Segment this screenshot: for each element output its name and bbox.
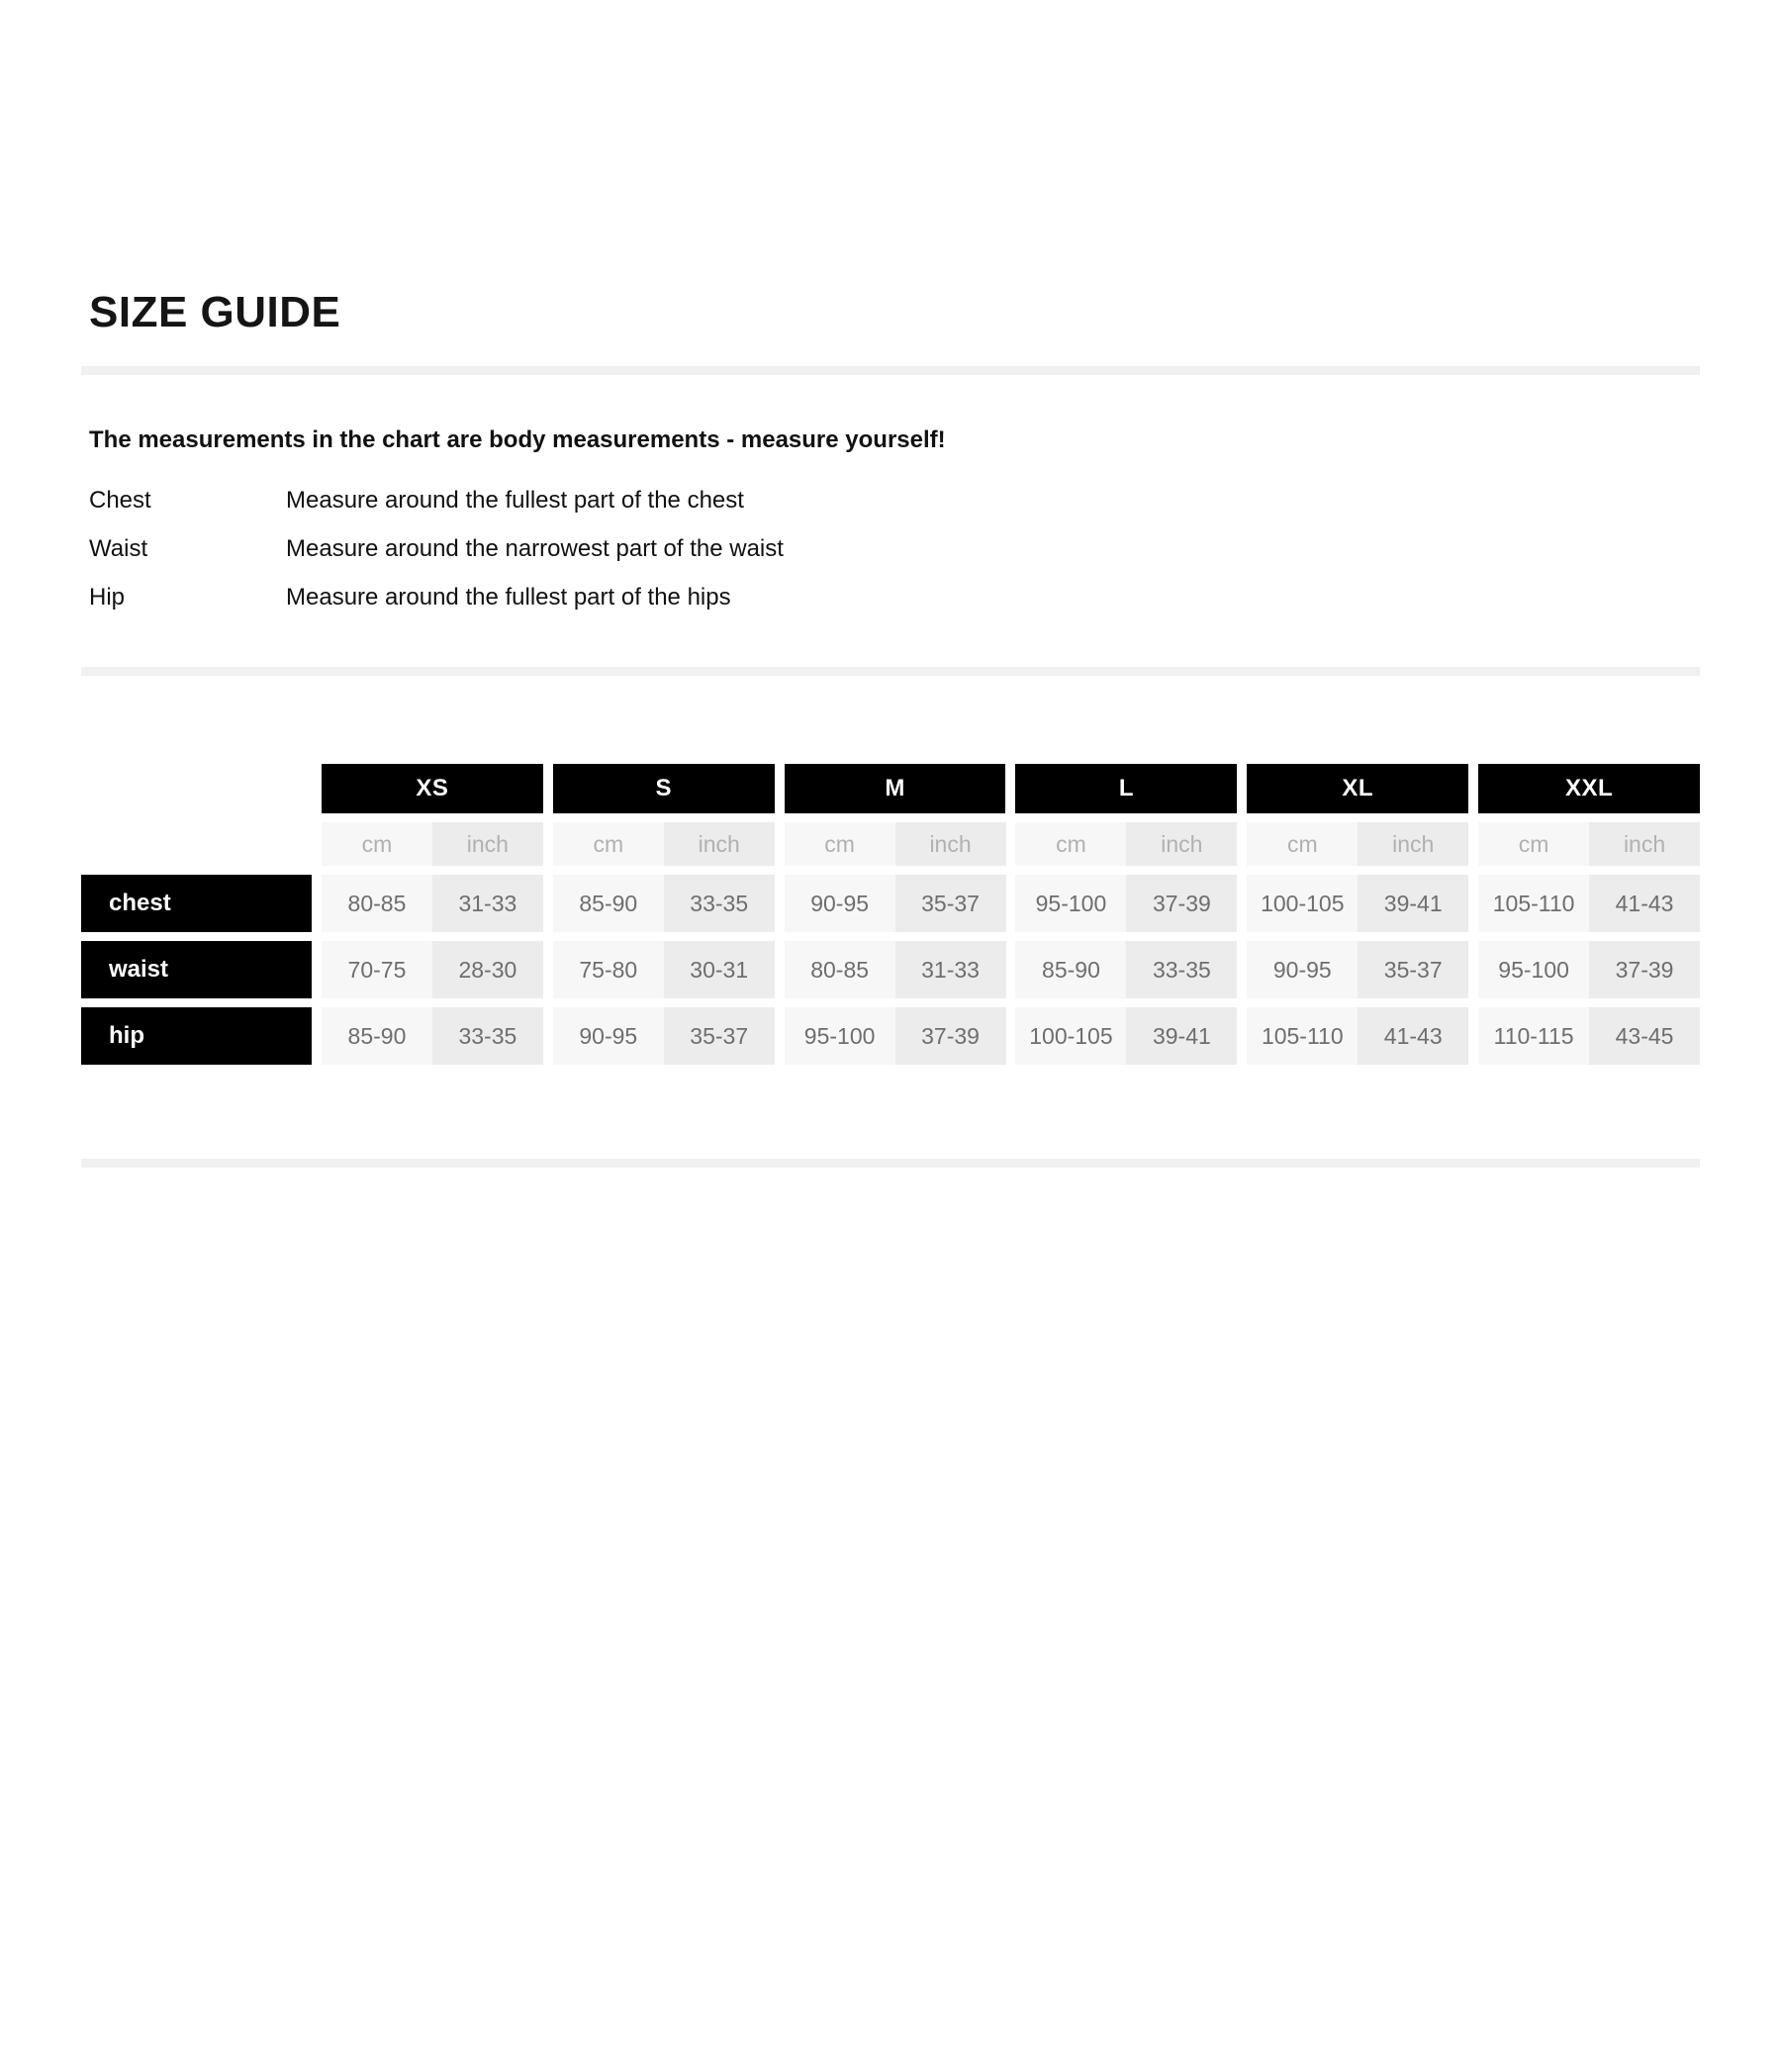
divider-bottom (81, 1159, 1700, 1168)
table-cell-hip-m (785, 1007, 1006, 1065)
definition-description: Measure around the fullest part of the hips (286, 584, 731, 611)
value-cm: 90-95 (553, 1007, 664, 1065)
value-cm: 70-75 (322, 941, 432, 998)
value-inch: 43-45 (1589, 1007, 1700, 1065)
size-header-s: S (553, 764, 775, 813)
definition-term: Waist (89, 535, 148, 562)
unit-pair-xs (322, 822, 543, 866)
value-cm: 75-80 (553, 941, 664, 998)
unit-label-inch: inch (895, 822, 1006, 866)
unit-label-cm: cm (785, 822, 895, 866)
value-inch: 37-39 (1589, 941, 1700, 998)
definition-row-chest (89, 488, 1700, 513)
table-cell-waist-xs (322, 941, 543, 998)
table-corner-spacer (81, 764, 312, 813)
unit-label-cm: cm (322, 822, 432, 866)
unit-label-inch: inch (1126, 822, 1237, 866)
value-cm: 90-95 (1247, 941, 1358, 998)
row-label-hip: hip (81, 1007, 312, 1065)
definition-term: Chest (89, 487, 151, 514)
divider-middle (81, 667, 1700, 676)
value-cm: 105-110 (1478, 875, 1589, 932)
size-header-l: L (1015, 764, 1237, 813)
size-header-xxl: XXL (1478, 764, 1700, 813)
unit-label-inch: inch (1589, 822, 1700, 866)
table-cell-waist-s (553, 941, 775, 998)
table-cell-waist-xxl (1478, 941, 1700, 998)
size-header-xl: XL (1247, 764, 1468, 813)
table-cell-hip-s (553, 1007, 775, 1065)
row-label-chest: chest (81, 875, 312, 932)
unit-label-cm: cm (1478, 822, 1589, 866)
unit-pair-m (785, 822, 1006, 866)
table-cell-hip-xxl (1478, 1007, 1700, 1065)
unit-row-spacer (81, 822, 312, 866)
definition-description: Measure around the fullest part of the chest (286, 487, 744, 514)
value-inch: 41-43 (1589, 875, 1700, 932)
unit-pair-xxl (1478, 822, 1700, 866)
size-guide-page (81, 288, 1700, 1168)
unit-label-inch: inch (1358, 822, 1468, 866)
table-cell-waist-l (1015, 941, 1237, 998)
value-cm: 95-100 (785, 1007, 895, 1065)
size-table (81, 764, 1700, 1065)
value-cm: 105-110 (1247, 1007, 1358, 1065)
value-cm: 80-85 (322, 875, 432, 932)
value-inch: 30-31 (664, 941, 775, 998)
value-inch: 35-37 (1358, 941, 1468, 998)
value-inch: 37-39 (1126, 875, 1237, 932)
value-cm: 80-85 (785, 941, 895, 998)
table-cell-chest-l (1015, 875, 1237, 932)
value-inch: 35-37 (664, 1007, 775, 1065)
value-inch: 33-35 (432, 1007, 543, 1065)
measurement-definitions (89, 488, 1700, 610)
definition-row-hip (89, 585, 1700, 610)
unit-label-cm: cm (1247, 822, 1358, 866)
value-cm: 95-100 (1015, 875, 1126, 932)
table-cell-chest-s (553, 875, 775, 932)
value-cm: 110-115 (1478, 1007, 1589, 1065)
unit-label-inch: inch (432, 822, 543, 866)
value-cm: 100-105 (1015, 1007, 1126, 1065)
value-cm: 95-100 (1478, 941, 1589, 998)
definition-description: Measure around the narrowest part of the waist (286, 535, 784, 562)
unit-pair-s (553, 822, 775, 866)
unit-label-cm: cm (553, 822, 664, 866)
table-cell-chest-m (785, 875, 1006, 932)
table-cell-hip-l (1015, 1007, 1237, 1065)
value-inch: 31-33 (895, 941, 1006, 998)
divider-top (81, 366, 1700, 375)
value-inch: 31-33 (432, 875, 543, 932)
value-inch: 41-43 (1358, 1007, 1468, 1065)
table-cell-hip-xs (322, 1007, 543, 1065)
value-inch: 39-41 (1358, 875, 1468, 932)
value-inch: 39-41 (1126, 1007, 1237, 1065)
row-label-waist: waist (81, 941, 312, 998)
table-cell-waist-m (785, 941, 1006, 998)
definition-row-waist (89, 536, 1700, 561)
value-inch: 33-35 (1126, 941, 1237, 998)
table-cell-chest-xs (322, 875, 543, 932)
page-title: SIZE GUIDE (89, 288, 341, 336)
value-inch: 28-30 (432, 941, 543, 998)
intro-heading: The measurements in the chart are body measurements - measure yourself! (89, 426, 946, 453)
size-header-xs: XS (322, 764, 543, 813)
value-inch: 35-37 (895, 875, 1006, 932)
value-cm: 85-90 (553, 875, 664, 932)
value-cm: 85-90 (1015, 941, 1126, 998)
table-cell-hip-xl (1247, 1007, 1468, 1065)
table-cell-chest-xxl (1478, 875, 1700, 932)
unit-label-inch: inch (664, 822, 775, 866)
unit-label-cm: cm (1015, 822, 1126, 866)
size-header-m: M (785, 764, 1006, 813)
value-inch: 33-35 (664, 875, 775, 932)
table-cell-waist-xl (1247, 941, 1468, 998)
value-inch: 37-39 (895, 1007, 1006, 1065)
value-cm: 85-90 (322, 1007, 432, 1065)
unit-pair-xl (1247, 822, 1468, 866)
table-cell-chest-xl (1247, 875, 1468, 932)
value-cm: 90-95 (785, 875, 895, 932)
value-cm: 100-105 (1247, 875, 1358, 932)
unit-pair-l (1015, 822, 1237, 866)
definition-term: Hip (89, 584, 126, 611)
